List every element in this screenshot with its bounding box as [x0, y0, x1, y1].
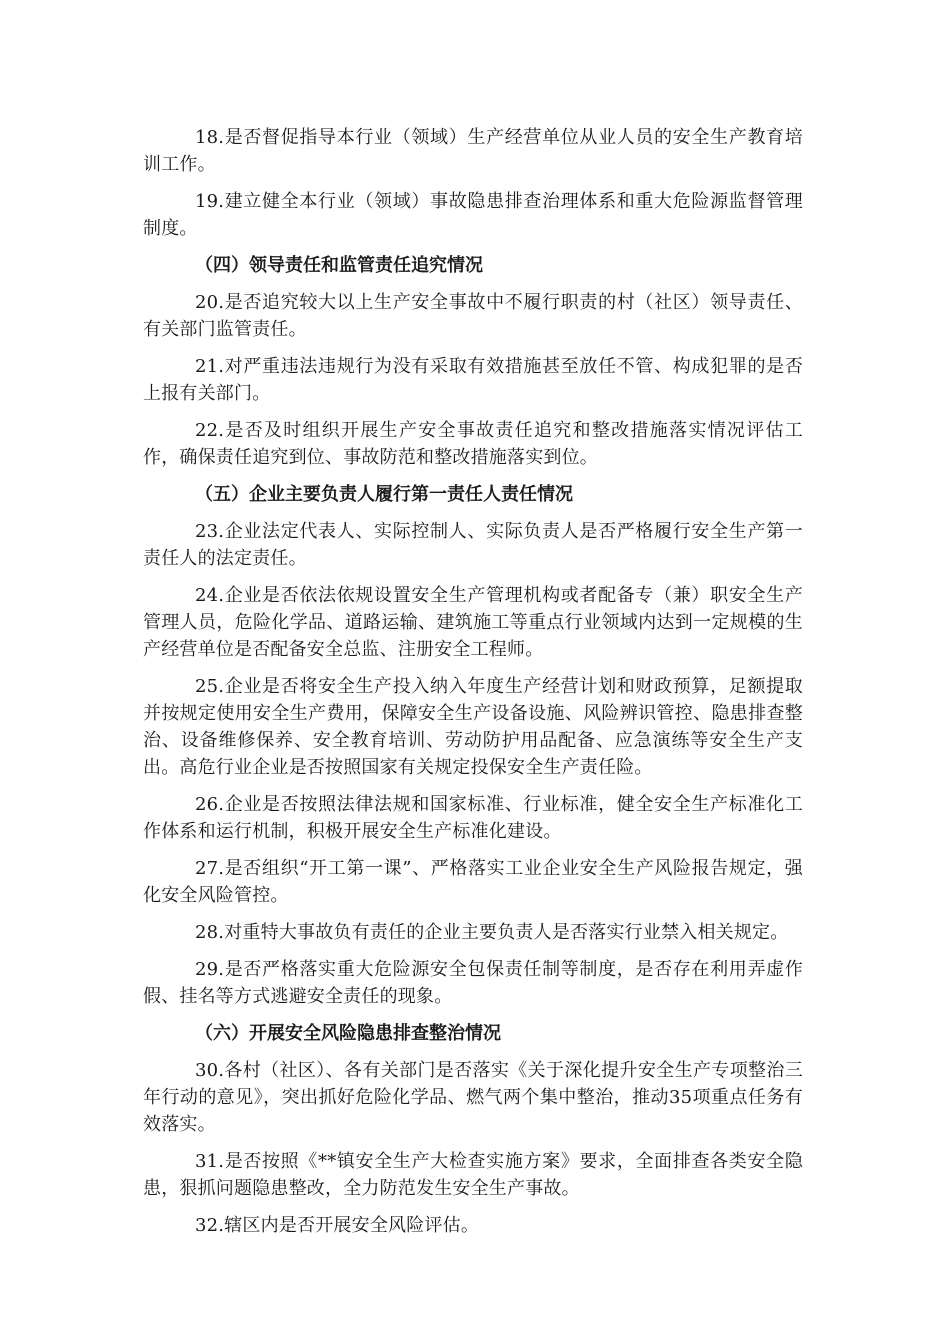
item-24: 24.企业是否依法依规设置安全生产管理机构或者配备专（兼）职安全生产管理人员，危险化学品、道路运输、建筑施工等重点行业领域内达到一定规模的生产经营单位是否配备安全总监、注册安全工程师。 [143, 585, 803, 660]
item-25: 25.企业是否将安全生产投入纳入年度生产经营计划和财政预算，足额提取并按规定使用安全生产费用，保障安全生产设备设施、风险辨识管控、隐患排查整治、设备维修保养、安全教育培训、劳动防护用品配备、应急演练等安全生产支出。高危行业企业是否按照国家有关规定投保安全生产责任险。 [143, 676, 803, 778]
item-31: 31.是否按照《**镇安全生产大检查实施方案》要求，全面排查各类安全隐患，狠抓问题隐患整改，全力防范发生安全生产事故。 [143, 1151, 803, 1199]
section-heading-4: （四）领导责任和监管责任追究情况 [195, 255, 483, 276]
document-page [143, 124, 803, 1249]
section-heading-6: （六）开展安全风险隐患排查整治情况 [195, 1023, 501, 1044]
item-27: 27.是否组织“开工第一课”、严格落实工业企业安全生产风险报告规定，强化安全风险管控。 [143, 858, 803, 906]
item-20: 20.是否追究较大以上生产安全事故中不履行职责的村（社区）领导责任、有关部门监管责任。 [143, 292, 803, 340]
item-32: 32.辖区内是否开展安全风险评估。 [195, 1215, 480, 1236]
item-23: 23.企业法定代表人、实际控制人、实际负责人是否严格履行安全生产第一责任人的法定责任。 [143, 521, 803, 569]
item-26: 26.企业是否按照法律法规和国家标准、行业标准，健全安全生产标准化工作体系和运行机制，积极开展安全生产标准化建设。 [143, 794, 803, 842]
item-29: 29.是否严格落实重大危险源安全包保责任制等制度，是否存在利用弄虚作假、挂名等方式逃避安全责任的现象。 [143, 959, 803, 1007]
item-22: 22.是否及时组织开展生产安全事故责任追究和整改措施落实情况评估工作，确保责任追究到位、事故防范和整改措施落实到位。 [143, 420, 803, 468]
item-30: 30.各村（社区）、各有关部门是否落实《关于深化提升安全生产专项整治三年行动的意见》，突出抓好危险化学品、燃气两个集中整治，推动35项重点任务有效落实。 [143, 1060, 803, 1135]
item-21: 21.对严重违法违规行为没有采取有效措施甚至放任不管、构成犯罪的是否上报有关部门。 [143, 356, 803, 404]
section-heading-5: （五）企业主要负责人履行第一责任人责任情况 [195, 484, 573, 505]
item-18: 18.是否督促指导本行业（领域）生产经营单位从业人员的安全生产教育培训工作。 [143, 127, 803, 175]
item-28: 28.对重特大事故负有责任的企业主要负责人是否落实行业禁入相关规定。 [195, 922, 789, 943]
item-19: 19.建立健全本行业（领域）事故隐患排查治理体系和重大危险源监督管理制度。 [143, 191, 803, 239]
